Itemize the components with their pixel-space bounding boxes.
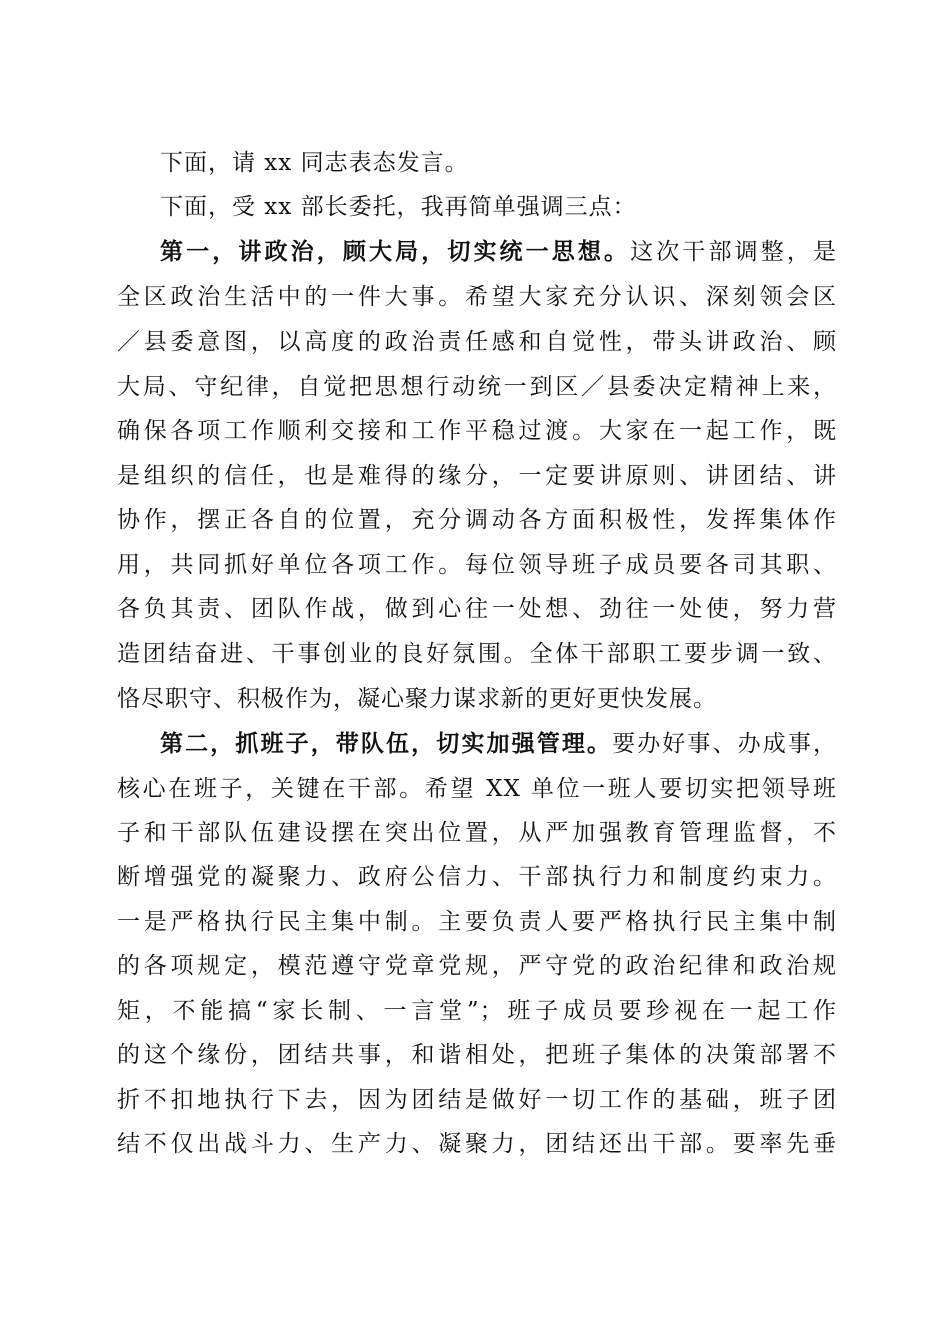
- paragraph-text: 这次干部调整，是: [630, 239, 838, 265]
- paragraph-line: 大局、守纪律，自觉把思想行动统一到区／县委决定精神上来，: [117, 374, 837, 400]
- paragraph-text: 要办好事、办成事，: [612, 731, 838, 757]
- paragraph-first-line: [160, 729, 837, 759]
- paragraph-line: 矩，不能搞“家长制、一言堂”；班子成员要珍视在一起工作: [117, 998, 837, 1024]
- paragraph-line: 结不仅出战斗力、生产力、凝聚力，团结还出干部。要率先垂: [117, 1131, 837, 1157]
- paragraph-line: 各负其责、团队作战，做到心往一处想、劲往一处使，努力营: [117, 596, 837, 622]
- paragraph-line: 一是严格执行民主集中制。主要负责人要严格执行民主集中制: [117, 909, 837, 935]
- paragraph-line: 折不扣地执行下去，因为团结是做好一切工作的基础，班子团: [117, 1087, 837, 1113]
- paragraph-line: 的各项规定，模范遵守党章党规，严守党的政治纪律和政治规: [117, 953, 837, 979]
- paragraph-line: 确保各项工作顺利交接和工作平稳过渡。大家在一起工作，既: [117, 418, 837, 444]
- paragraph-line: 造团结奋进、干事创业的良好氛围。全体干部职工要步调一致、: [117, 641, 837, 667]
- paragraph-line: 子和干部队伍建设摆在突出位置，从严加强教育管理监督，不: [117, 820, 837, 846]
- paragraph-line: 恪尽职守、积极作为，凝心聚力谋求新的更好更快发展。: [117, 686, 717, 712]
- paragraph-line: 协作，摆正各自的位置，充分调动各方面积极性，发挥集体作: [117, 507, 837, 533]
- paragraph-line: 的这个缘份，团结共事，和谐相处，把班子集体的决策部署不: [117, 1042, 837, 1068]
- paragraph-line: 全区政治生活中的一件大事。希望大家充分认识、深刻领会区: [117, 284, 837, 310]
- paragraph-line: 下面，请 xx 同志表态发言。: [160, 150, 469, 176]
- paragraph-line: 是组织的信任，也是难得的缘分，一定要讲原则、讲团结、讲: [117, 463, 837, 489]
- section-heading-second: 第二，抓班子，带队伍，切实加强管理。: [160, 730, 613, 757]
- paragraph-first-line: [160, 237, 837, 267]
- paragraph-line: 断增强党的凝聚力、政府公信力、干部执行力和制度约束力。: [117, 864, 837, 890]
- paragraph-line: 用，共同抓好单位各项工作。每位领导班子成员要各司其职、: [117, 552, 837, 578]
- section-heading-first: 第一，讲政治，顾大局，切实统一思想。: [160, 238, 631, 265]
- paragraph-line: ／县委意图，以高度的政治责任感和自觉性，带头讲政治、顾: [117, 329, 837, 355]
- paragraph-line: 核心在班子，关键在干部。希望 XX 单位一班人要切实把领导班: [117, 776, 837, 802]
- paragraph-line: 下面，受 xx 部长委托，我再简单强调三点：: [160, 194, 637, 220]
